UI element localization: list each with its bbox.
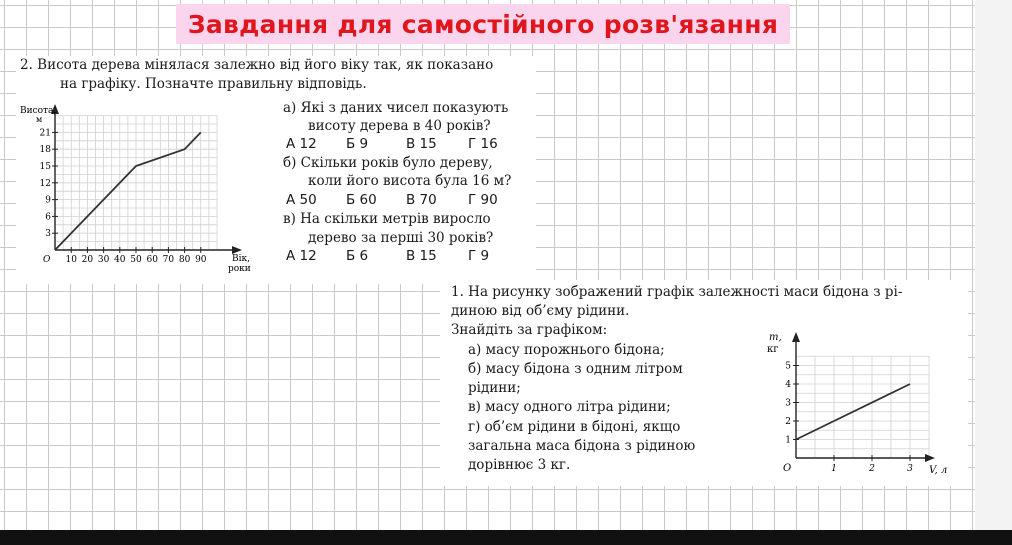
task-2-statement-line-1: 2. Висота дерева мінялася залежно від його віку так, як показано xyxy=(20,57,494,73)
y-axis-label-line-2: м xyxy=(36,115,43,124)
task-1-item-a: а) масу порожнього бідона; xyxy=(468,342,665,358)
task-1-item-c: в) масу одного літра рідини; xyxy=(468,399,671,415)
x-tick-label: 60 xyxy=(146,255,158,265)
question-a-line-1: а) Які з даних чисел показують xyxy=(283,100,509,116)
task-1-item-d-line-1: г) об’єм рідини в бідоні, якщо xyxy=(468,419,681,435)
task-1-item-d-line-2: загальна маса бідона з рідиною xyxy=(468,438,696,454)
x-axis-label-line-1: Вік, xyxy=(232,254,250,264)
y-tick-label: 3 xyxy=(785,398,791,409)
title-banner xyxy=(176,4,790,44)
x-tick-label: 2 xyxy=(869,464,875,474)
task-2-statement-line-2: на графіку. Позначте правильну відповідь. xyxy=(60,76,367,92)
answer-a-option-2: Б 9 xyxy=(346,136,369,152)
y-tick-label: 2 xyxy=(785,417,791,427)
task-2-panel xyxy=(16,56,536,284)
answer-b-option-1: А 50 xyxy=(286,192,317,208)
x-tick-label: 70 xyxy=(162,255,175,265)
answer-b-option-4: Г 90 xyxy=(468,192,498,208)
x-tick-label: 40 xyxy=(114,255,126,265)
task-1-item-b-line-1: б) масу бідона з одним літром xyxy=(468,361,683,377)
y-tick-labels xyxy=(785,362,799,446)
tree-height-chart xyxy=(16,102,271,284)
answer-b-option-2: Б 60 xyxy=(346,192,377,208)
task-1-find-prompt: Знайдіть за графіком: xyxy=(451,322,608,338)
x-axis-arrow xyxy=(925,454,935,462)
answer-c-option-4: Г 9 xyxy=(468,248,490,264)
chart-axes xyxy=(792,332,935,462)
y-tick-label: 5 xyxy=(785,361,791,372)
y-tick-label: 1 xyxy=(785,435,791,446)
screen-bottom-bar xyxy=(0,530,1012,545)
task-1-item-d-line-3: дорівнює 3 кг. xyxy=(468,457,571,473)
question-b-line-1: б) Скільки років було дереву, xyxy=(283,155,493,171)
x-tick-label: 80 xyxy=(178,255,191,265)
y-axis-label-line-1: m, xyxy=(769,332,782,343)
answer-a-option-1: А 12 xyxy=(286,136,317,152)
task-1-panel xyxy=(440,280,968,486)
origin-label: О xyxy=(783,463,792,474)
answer-b-option-3: В 70 xyxy=(406,192,437,208)
page-margin-strip xyxy=(975,0,1012,530)
y-tick-label: 4 xyxy=(785,380,791,390)
x-tick-label: 20 xyxy=(81,255,94,265)
y-tick-label: 15 xyxy=(39,162,51,172)
y-tick-label: 6 xyxy=(45,212,51,223)
task-1-item-b-line-2: рідини; xyxy=(468,380,521,396)
question-a-line-2: висоту дерева в 40 років? xyxy=(308,118,491,134)
origin-label: О xyxy=(43,255,51,265)
y-axis-label-line-1: Висота, xyxy=(20,106,57,116)
y-tick-label: 18 xyxy=(39,145,51,156)
y-axis-label-line-2: кг xyxy=(767,344,779,355)
x-axis-label-line-2: роки xyxy=(228,264,251,274)
x-tick-label: 10 xyxy=(65,255,77,265)
can-mass-chart xyxy=(733,328,963,486)
x-tick-label: 50 xyxy=(130,255,142,265)
x-tick-label: 3 xyxy=(907,464,913,474)
x-tick-label: 30 xyxy=(97,255,110,265)
answer-c-option-3: В 15 xyxy=(406,248,437,264)
answer-c-option-1: А 12 xyxy=(286,248,317,264)
y-tick-label: 9 xyxy=(45,195,51,206)
question-c-line-2: дерево за перші 30 років? xyxy=(308,230,494,246)
answer-a-option-3: В 15 xyxy=(406,136,437,152)
x-axis-label: V, л xyxy=(929,465,948,476)
y-tick-label: 3 xyxy=(45,229,51,240)
page-title: Завдання для самостійного розв'язання xyxy=(187,9,779,39)
y-tick-label: 12 xyxy=(39,178,51,189)
question-c-line-1: в) На скільки метрів виросло xyxy=(283,211,491,227)
y-axis-arrow xyxy=(792,332,800,342)
task-1-statement-line-2: диною від об’єму рідини. xyxy=(451,303,630,319)
y-tick-label: 21 xyxy=(39,128,51,139)
answer-a-option-4: Г 16 xyxy=(468,136,498,152)
x-axis-arrow xyxy=(232,246,242,254)
question-b-line-2: коли його висота була 16 м? xyxy=(308,173,512,189)
x-tick-label: 90 xyxy=(195,255,207,265)
chart-grid xyxy=(55,116,217,250)
task-1-statement-line-1: 1. На рисунку зображений графік залежності маси бідона з рі- xyxy=(451,284,903,300)
x-tick-label: 1 xyxy=(831,464,837,474)
answer-c-option-2: Б 6 xyxy=(346,248,369,264)
